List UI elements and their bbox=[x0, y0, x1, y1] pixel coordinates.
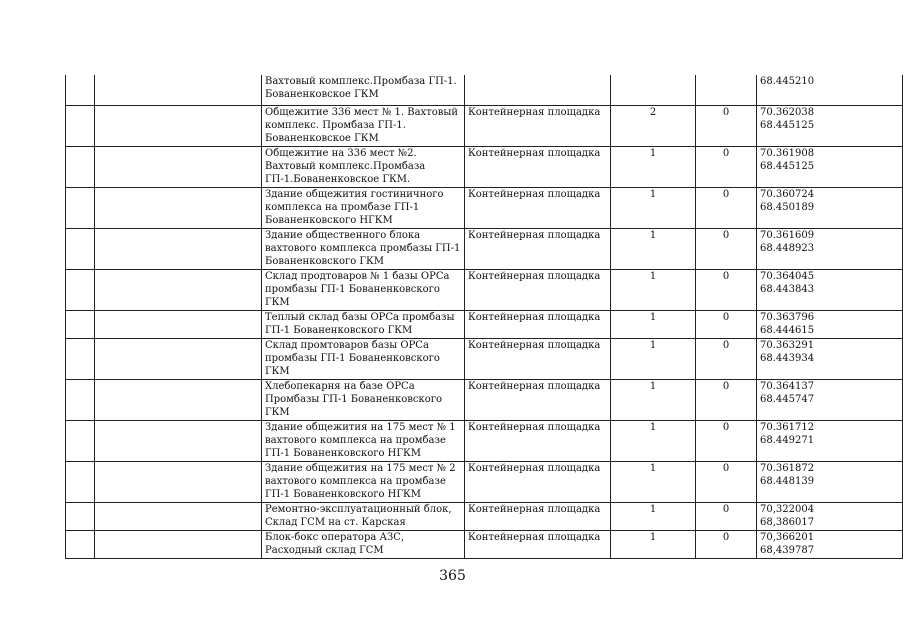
container-type-cell: Контейнерная площадка bbox=[465, 461, 611, 502]
object-name-cell: Общежитие на 336 мест №2. Вахтовый комплекс.Промбаза ГП-1.Бованенковское ГКМ. bbox=[262, 146, 465, 187]
object-name-cell: Ремонтно-эксплуатационный блок, Склад ГСМ на ст. Карская bbox=[262, 502, 465, 530]
container-type-cell: Контейнерная площадка bbox=[465, 105, 611, 146]
volume-cell: 0 bbox=[696, 338, 757, 379]
table-row bbox=[66, 187, 903, 228]
empty-cell bbox=[66, 461, 95, 502]
longitude: 68.443843 bbox=[760, 283, 815, 295]
object-name-cell: Вахтовый комплекс.Промбаза ГП-1. Бованенковское ГКМ bbox=[262, 75, 465, 105]
container-type-cell: Контейнерная площадка bbox=[465, 310, 611, 338]
empty-cell bbox=[95, 146, 262, 187]
object-name-cell: Хлебопекарня на базе ОРСа Промбазы ГП-1 Бованенковского ГКМ bbox=[262, 379, 465, 420]
empty-cell bbox=[66, 75, 95, 105]
empty-cell bbox=[95, 75, 262, 105]
coordinates-cell bbox=[757, 105, 903, 146]
object-name-cell: Здание общежития гостиничного комплекса на промбазе ГП-1 Бованенковского НГКМ bbox=[262, 187, 465, 228]
container-count-cell bbox=[611, 75, 696, 105]
container-count-cell: 1 bbox=[611, 338, 696, 379]
container-type-cell: Контейнерная площадка bbox=[465, 530, 611, 558]
latitude: 70.363291 bbox=[760, 339, 815, 351]
empty-cell bbox=[66, 338, 95, 379]
longitude: 68.444615 bbox=[760, 324, 815, 336]
table-row bbox=[66, 530, 903, 558]
container-type-cell: Контейнерная площадка bbox=[465, 228, 611, 269]
coordinates-cell bbox=[757, 502, 903, 530]
volume-cell: 0 bbox=[696, 105, 757, 146]
coordinates-cell bbox=[757, 338, 903, 379]
container-count-cell: 1 bbox=[611, 530, 696, 558]
empty-cell bbox=[95, 269, 262, 310]
object-name-cell: Общежитие 336 мест № 1. Вахтовый комплекс. Промбаза ГП-1. Бованенковское ГКМ bbox=[262, 105, 465, 146]
volume-cell: 0 bbox=[696, 461, 757, 502]
latitude: 70.361908 bbox=[760, 147, 815, 159]
empty-cell bbox=[95, 105, 262, 146]
latitude: 70.363796 bbox=[760, 311, 815, 323]
longitude: 68,439787 bbox=[760, 544, 815, 556]
empty-cell bbox=[66, 310, 95, 338]
page-number: 365 bbox=[439, 568, 466, 584]
volume-cell: 0 bbox=[696, 310, 757, 338]
coordinates-cell bbox=[757, 310, 903, 338]
coordinates-cell bbox=[757, 461, 903, 502]
empty-cell bbox=[66, 105, 95, 146]
table-body bbox=[66, 75, 903, 558]
coordinates-cell bbox=[757, 228, 903, 269]
longitude: 68.445210 bbox=[760, 76, 815, 87]
volume-cell: 0 bbox=[696, 420, 757, 461]
container-type-cell: Контейнерная площадка bbox=[465, 187, 611, 228]
longitude: 68.445125 bbox=[760, 119, 815, 131]
empty-cell bbox=[95, 338, 262, 379]
empty-cell bbox=[66, 379, 95, 420]
latitude: 70,322004 bbox=[760, 503, 815, 515]
coordinates-cell bbox=[757, 530, 903, 558]
coordinates-cell bbox=[757, 187, 903, 228]
table-row bbox=[66, 269, 903, 310]
object-name-cell: Здание общежития на 175 мест № 1 вахтового комплекса на промбазе ГП-1 Бованенковского НГКМ bbox=[262, 420, 465, 461]
empty-cell bbox=[66, 228, 95, 269]
coordinates-cell bbox=[757, 146, 903, 187]
object-name-cell: Блок-бокс оператора АЗС, Расходный склад ГСМ bbox=[262, 530, 465, 558]
table-row bbox=[66, 146, 903, 187]
empty-cell bbox=[66, 530, 95, 558]
table-row bbox=[66, 338, 903, 379]
object-name-cell: Склад продтоваров № 1 базы ОРСа промбазы ГП-1 Бованенковского ГКМ bbox=[262, 269, 465, 310]
container-type-cell bbox=[465, 75, 611, 105]
coordinates-cell bbox=[757, 75, 903, 105]
object-name-cell: Склад промтоваров базы ОРСа промбазы ГП-1 Бованенковского ГКМ bbox=[262, 338, 465, 379]
longitude: 68.445125 bbox=[760, 160, 815, 172]
latitude: 70.360724 bbox=[760, 188, 815, 200]
container-count-cell: 1 bbox=[611, 310, 696, 338]
coordinates-cell bbox=[757, 379, 903, 420]
latitude: 70.364137 bbox=[760, 380, 815, 392]
empty-cell bbox=[95, 187, 262, 228]
volume-cell: 0 bbox=[696, 269, 757, 310]
container-count-cell: 1 bbox=[611, 502, 696, 530]
longitude: 68.443934 bbox=[760, 352, 815, 364]
empty-cell bbox=[66, 187, 95, 228]
empty-cell bbox=[95, 420, 262, 461]
volume-cell: 0 bbox=[696, 502, 757, 530]
container-count-cell: 1 bbox=[611, 228, 696, 269]
table-row bbox=[66, 105, 903, 146]
empty-cell bbox=[66, 146, 95, 187]
container-count-cell: 1 bbox=[611, 420, 696, 461]
empty-cell bbox=[95, 502, 262, 530]
container-count-cell: 1 bbox=[611, 379, 696, 420]
volume-cell: 0 bbox=[696, 379, 757, 420]
volume-cell bbox=[696, 75, 757, 105]
longitude: 68.448139 bbox=[760, 475, 815, 487]
longitude: 68,386017 bbox=[760, 516, 815, 528]
empty-cell bbox=[95, 228, 262, 269]
container-type-cell: Контейнерная площадка bbox=[465, 379, 611, 420]
container-type-cell: Контейнерная площадка bbox=[465, 269, 611, 310]
table-row bbox=[66, 228, 903, 269]
empty-cell bbox=[95, 530, 262, 558]
empty-cell bbox=[95, 379, 262, 420]
facilities-table bbox=[65, 75, 903, 559]
container-type-cell: Контейнерная площадка bbox=[465, 146, 611, 187]
coordinates-cell bbox=[757, 420, 903, 461]
empty-cell bbox=[95, 461, 262, 502]
table-row bbox=[66, 420, 903, 461]
object-name-cell: Теплый склад базы ОРСа промбазы ГП-1 Бованенковского ГКМ bbox=[262, 310, 465, 338]
latitude: 70.364045 bbox=[760, 270, 815, 282]
object-name-cell: Здание общественного блока вахтового комплекса промбазы ГП-1 Бованенковского ГКМ bbox=[262, 228, 465, 269]
latitude: 70.361872 bbox=[760, 462, 815, 474]
container-count-cell: 1 bbox=[611, 461, 696, 502]
longitude: 68.448923 bbox=[760, 242, 815, 254]
container-type-cell: Контейнерная площадка bbox=[465, 420, 611, 461]
latitude: 70.361712 bbox=[760, 421, 815, 433]
container-count-cell: 1 bbox=[611, 187, 696, 228]
table-row bbox=[66, 502, 903, 530]
table-row bbox=[66, 461, 903, 502]
empty-cell bbox=[95, 310, 262, 338]
empty-cell bbox=[66, 502, 95, 530]
table-row bbox=[66, 75, 903, 105]
table-row bbox=[66, 379, 903, 420]
volume-cell: 0 bbox=[696, 146, 757, 187]
longitude: 68.445747 bbox=[760, 393, 815, 405]
volume-cell: 0 bbox=[696, 187, 757, 228]
empty-cell bbox=[66, 420, 95, 461]
container-type-cell: Контейнерная площадка bbox=[465, 338, 611, 379]
object-name-cell: Здание общежития на 175 мест № 2 вахтового комплекса на промбазе ГП-1 Бованенковского НГКМ bbox=[262, 461, 465, 502]
latitude: 70.361609 bbox=[760, 229, 815, 241]
coordinates-cell bbox=[757, 269, 903, 310]
container-count-cell: 2 bbox=[611, 105, 696, 146]
empty-cell bbox=[66, 269, 95, 310]
volume-cell: 0 bbox=[696, 530, 757, 558]
latitude: 70.362038 bbox=[760, 106, 815, 118]
latitude: 70,366201 bbox=[760, 531, 815, 543]
container-count-cell: 1 bbox=[611, 269, 696, 310]
longitude: 68.449271 bbox=[760, 434, 815, 446]
table-row bbox=[66, 310, 903, 338]
volume-cell: 0 bbox=[696, 228, 757, 269]
longitude: 68.450189 bbox=[760, 201, 815, 213]
container-count-cell: 1 bbox=[611, 146, 696, 187]
container-type-cell: Контейнерная площадка bbox=[465, 502, 611, 530]
